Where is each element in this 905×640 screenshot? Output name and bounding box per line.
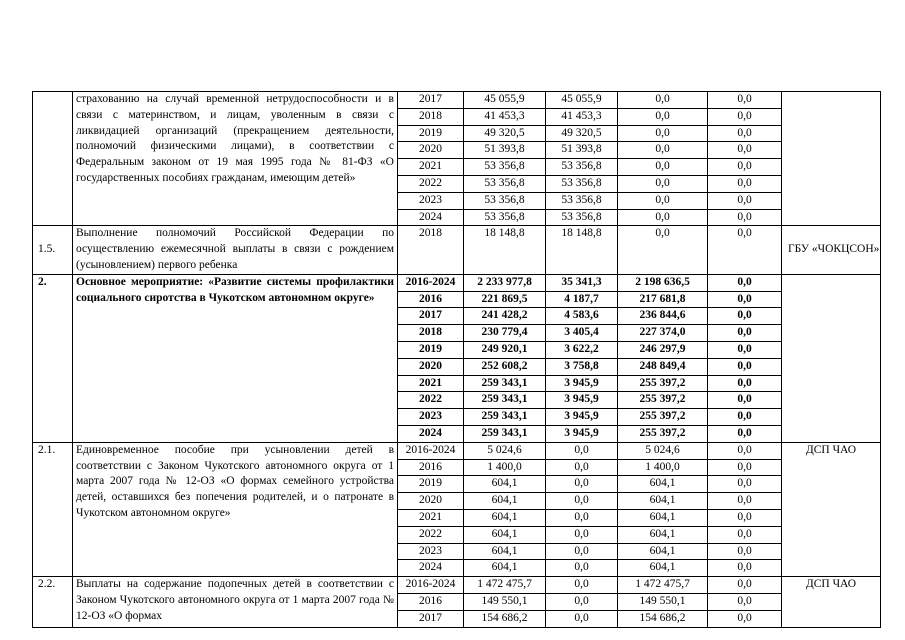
- other-sources-cell: 0,0: [708, 610, 782, 627]
- other-sources-cell: 0,0: [708, 308, 782, 325]
- federal-budget-cell: 0,0: [546, 593, 618, 610]
- regional-budget-cell: 604,1: [618, 526, 708, 543]
- other-sources-cell: 0,0: [708, 209, 782, 226]
- regional-budget-cell: 0,0: [618, 192, 708, 209]
- total-cell: 53 356,8: [464, 159, 546, 176]
- other-sources-cell: 0,0: [708, 526, 782, 543]
- regional-budget-cell: 217 681,8: [618, 291, 708, 308]
- total-cell: 604,1: [464, 493, 546, 510]
- regional-budget-cell: 0,0: [618, 175, 708, 192]
- year-cell: 2021: [398, 375, 464, 392]
- item-description: Выплаты на содержание подопечных детей в соответствии с Законом Чукотского автономного округа от 1 марта 2007 года № 12-ОЗ «О формах: [73, 577, 398, 627]
- federal-budget-cell: 53 356,8: [546, 192, 618, 209]
- total-cell: 1 400,0: [464, 459, 546, 476]
- federal-budget-cell: 35 341,3: [546, 274, 618, 291]
- federal-budget-cell: 3 622,2: [546, 341, 618, 358]
- total-cell: 604,1: [464, 509, 546, 526]
- table-body: [33, 92, 881, 628]
- total-cell: 252 608,2: [464, 358, 546, 375]
- regional-budget-cell: 149 550,1: [618, 593, 708, 610]
- total-cell: 18 148,8: [464, 226, 546, 274]
- item-number: 2.: [33, 274, 73, 442]
- year-cell: 2019: [398, 476, 464, 493]
- federal-budget-cell: 0,0: [546, 493, 618, 510]
- regional-budget-cell: 2 198 636,5: [618, 274, 708, 291]
- other-sources-cell: 0,0: [708, 577, 782, 594]
- total-cell: 53 356,8: [464, 175, 546, 192]
- regional-budget-cell: 255 397,2: [618, 425, 708, 442]
- total-cell: 604,1: [464, 476, 546, 493]
- total-cell: 230 779,4: [464, 325, 546, 342]
- year-cell: 2019: [398, 341, 464, 358]
- regional-budget-cell: 0,0: [618, 159, 708, 176]
- year-cell: 2016-2024: [398, 577, 464, 594]
- other-sources-cell: 0,0: [708, 493, 782, 510]
- federal-budget-cell: 4 583,6: [546, 308, 618, 325]
- federal-budget-cell: 49 320,5: [546, 125, 618, 142]
- total-cell: 259 343,1: [464, 375, 546, 392]
- other-sources-cell: 0,0: [708, 108, 782, 125]
- other-sources-cell: 0,0: [708, 442, 782, 459]
- federal-budget-cell: 0,0: [546, 442, 618, 459]
- other-sources-cell: 0,0: [708, 425, 782, 442]
- regional-budget-cell: 604,1: [618, 476, 708, 493]
- other-sources-cell: 0,0: [708, 192, 782, 209]
- regional-budget-cell: 0,0: [618, 209, 708, 226]
- other-sources-cell: 0,0: [708, 459, 782, 476]
- other-sources-cell: 0,0: [708, 226, 782, 274]
- regional-budget-cell: 604,1: [618, 543, 708, 560]
- federal-budget-cell: 0,0: [546, 459, 618, 476]
- regional-budget-cell: 255 397,2: [618, 409, 708, 426]
- federal-budget-cell: 0,0: [546, 560, 618, 577]
- total-cell: 249 920,1: [464, 341, 546, 358]
- funding-table: [32, 91, 881, 628]
- regional-budget-cell: 154 686,2: [618, 610, 708, 627]
- federal-budget-cell: 53 356,8: [546, 175, 618, 192]
- total-cell: 604,1: [464, 526, 546, 543]
- item-description: Единовременное пособие при усыновлении детей в соответствии с Законом Чукотского автономного округа от 1 марта 2007 года № 12-ОЗ «О формах семейного устройства детей, оставшихся без попечения родителей, и о патронате в Чукотском автономном округе»: [73, 442, 398, 576]
- regional-budget-cell: 248 849,4: [618, 358, 708, 375]
- federal-budget-cell: 3 405,4: [546, 325, 618, 342]
- total-cell: 51 393,8: [464, 142, 546, 159]
- regional-budget-cell: 255 397,2: [618, 375, 708, 392]
- year-cell: 2023: [398, 543, 464, 560]
- federal-budget-cell: 18 148,8: [546, 226, 618, 274]
- item-number: [33, 92, 73, 226]
- federal-budget-cell: 0,0: [546, 577, 618, 594]
- total-cell: 259 343,1: [464, 425, 546, 442]
- other-sources-cell: 0,0: [708, 509, 782, 526]
- other-sources-cell: 0,0: [708, 375, 782, 392]
- other-sources-cell: 0,0: [708, 175, 782, 192]
- item-description: Основное мероприятие: «Развитие системы профилактики социального сиротства в Чукотском автономном округе»: [73, 274, 398, 442]
- regional-budget-cell: 0,0: [618, 92, 708, 109]
- other-sources-cell: 0,0: [708, 560, 782, 577]
- regional-budget-cell: 604,1: [618, 560, 708, 577]
- year-cell: 2018: [398, 325, 464, 342]
- other-sources-cell: 0,0: [708, 476, 782, 493]
- year-cell: 2020: [398, 493, 464, 510]
- total-cell: 604,1: [464, 543, 546, 560]
- table-row: [33, 442, 881, 459]
- year-cell: 2016: [398, 291, 464, 308]
- total-cell: 221 869,5: [464, 291, 546, 308]
- year-cell: 2024: [398, 425, 464, 442]
- federal-budget-cell: 41 453,3: [546, 108, 618, 125]
- table-row: [33, 92, 881, 109]
- year-cell: 2016-2024: [398, 274, 464, 291]
- year-cell: 2016: [398, 459, 464, 476]
- regional-budget-cell: 1 472 475,7: [618, 577, 708, 594]
- federal-budget-cell: 53 356,8: [546, 209, 618, 226]
- year-cell: 2023: [398, 192, 464, 209]
- responsible-executor: [782, 92, 881, 226]
- year-cell: 2017: [398, 610, 464, 627]
- item-description: страхованию на случай временной нетрудоспособности и в связи с материнством, и лицам, уволенным в связи с ликвидацией организаций (прекращением деятельности, полномочий физическими лицами), в соответствии с Федеральным законом от 19 мая 1995 года № 81-ФЗ «О государственных пособиях гражданам, имеющим детей»: [73, 92, 398, 226]
- table-row: [33, 577, 881, 594]
- total-cell: 49 320,5: [464, 125, 546, 142]
- regional-budget-cell: 0,0: [618, 125, 708, 142]
- federal-budget-cell: 53 356,8: [546, 159, 618, 176]
- regional-budget-cell: 1 400,0: [618, 459, 708, 476]
- item-number: 2.2.: [33, 577, 73, 627]
- total-cell: 41 453,3: [464, 108, 546, 125]
- year-cell: 2022: [398, 175, 464, 192]
- year-cell: 2023: [398, 409, 464, 426]
- year-cell: 2020: [398, 358, 464, 375]
- year-cell: 2024: [398, 209, 464, 226]
- responsible-executor: ДСП ЧАО: [782, 577, 881, 627]
- total-cell: 53 356,8: [464, 192, 546, 209]
- other-sources-cell: 0,0: [708, 543, 782, 560]
- federal-budget-cell: 0,0: [546, 509, 618, 526]
- total-cell: 2 233 977,8: [464, 274, 546, 291]
- year-cell: 2022: [398, 392, 464, 409]
- total-cell: 45 055,9: [464, 92, 546, 109]
- total-cell: 154 686,2: [464, 610, 546, 627]
- federal-budget-cell: 51 393,8: [546, 142, 618, 159]
- program-table-page: [32, 91, 880, 628]
- table-row: [33, 226, 881, 274]
- federal-budget-cell: 3 945,9: [546, 425, 618, 442]
- other-sources-cell: 0,0: [708, 409, 782, 426]
- year-cell: 2018: [398, 226, 464, 274]
- item-description: Выполнение полномочий Российской Федерации по осуществлению ежемесячной выплаты в связи с рождением (усыновлением) первого ребенка: [73, 226, 398, 274]
- regional-budget-cell: 255 397,2: [618, 392, 708, 409]
- federal-budget-cell: 0,0: [546, 543, 618, 560]
- other-sources-cell: 0,0: [708, 142, 782, 159]
- regional-budget-cell: 604,1: [618, 509, 708, 526]
- year-cell: 2019: [398, 125, 464, 142]
- regional-budget-cell: 0,0: [618, 226, 708, 274]
- total-cell: 259 343,1: [464, 392, 546, 409]
- total-cell: 241 428,2: [464, 308, 546, 325]
- total-cell: 1 472 475,7: [464, 577, 546, 594]
- other-sources-cell: 0,0: [708, 358, 782, 375]
- year-cell: 2024: [398, 560, 464, 577]
- year-cell: 2016-2024: [398, 442, 464, 459]
- item-number: 1.5.: [33, 226, 73, 274]
- federal-budget-cell: 3 945,9: [546, 409, 618, 426]
- federal-budget-cell: 0,0: [546, 526, 618, 543]
- other-sources-cell: 0,0: [708, 274, 782, 291]
- total-cell: 5 024,6: [464, 442, 546, 459]
- year-cell: 2017: [398, 92, 464, 109]
- federal-budget-cell: 0,0: [546, 476, 618, 493]
- federal-budget-cell: 4 187,7: [546, 291, 618, 308]
- other-sources-cell: 0,0: [708, 392, 782, 409]
- federal-budget-cell: 3 758,8: [546, 358, 618, 375]
- other-sources-cell: 0,0: [708, 325, 782, 342]
- year-cell: 2021: [398, 159, 464, 176]
- responsible-executor: ГБУ «ЧОКЦСОН»: [782, 226, 881, 274]
- federal-budget-cell: 45 055,9: [546, 92, 618, 109]
- year-cell: 2016: [398, 593, 464, 610]
- regional-budget-cell: 246 297,9: [618, 341, 708, 358]
- regional-budget-cell: 227 374,0: [618, 325, 708, 342]
- other-sources-cell: 0,0: [708, 159, 782, 176]
- other-sources-cell: 0,0: [708, 341, 782, 358]
- federal-budget-cell: 0,0: [546, 610, 618, 627]
- other-sources-cell: 0,0: [708, 92, 782, 109]
- responsible-executor: ДСП ЧАО: [782, 442, 881, 576]
- other-sources-cell: 0,0: [708, 291, 782, 308]
- year-cell: 2017: [398, 308, 464, 325]
- year-cell: 2020: [398, 142, 464, 159]
- other-sources-cell: 0,0: [708, 125, 782, 142]
- total-cell: 53 356,8: [464, 209, 546, 226]
- regional-budget-cell: 0,0: [618, 142, 708, 159]
- regional-budget-cell: 0,0: [618, 108, 708, 125]
- responsible-executor: [782, 274, 881, 442]
- year-cell: 2021: [398, 509, 464, 526]
- total-cell: 149 550,1: [464, 593, 546, 610]
- year-cell: 2022: [398, 526, 464, 543]
- regional-budget-cell: 604,1: [618, 493, 708, 510]
- regional-budget-cell: 5 024,6: [618, 442, 708, 459]
- federal-budget-cell: 3 945,9: [546, 392, 618, 409]
- other-sources-cell: 0,0: [708, 593, 782, 610]
- regional-budget-cell: 236 844,6: [618, 308, 708, 325]
- total-cell: 604,1: [464, 560, 546, 577]
- table-row: [33, 274, 881, 291]
- federal-budget-cell: 3 945,9: [546, 375, 618, 392]
- year-cell: 2018: [398, 108, 464, 125]
- item-number: 2.1.: [33, 442, 73, 576]
- total-cell: 259 343,1: [464, 409, 546, 426]
